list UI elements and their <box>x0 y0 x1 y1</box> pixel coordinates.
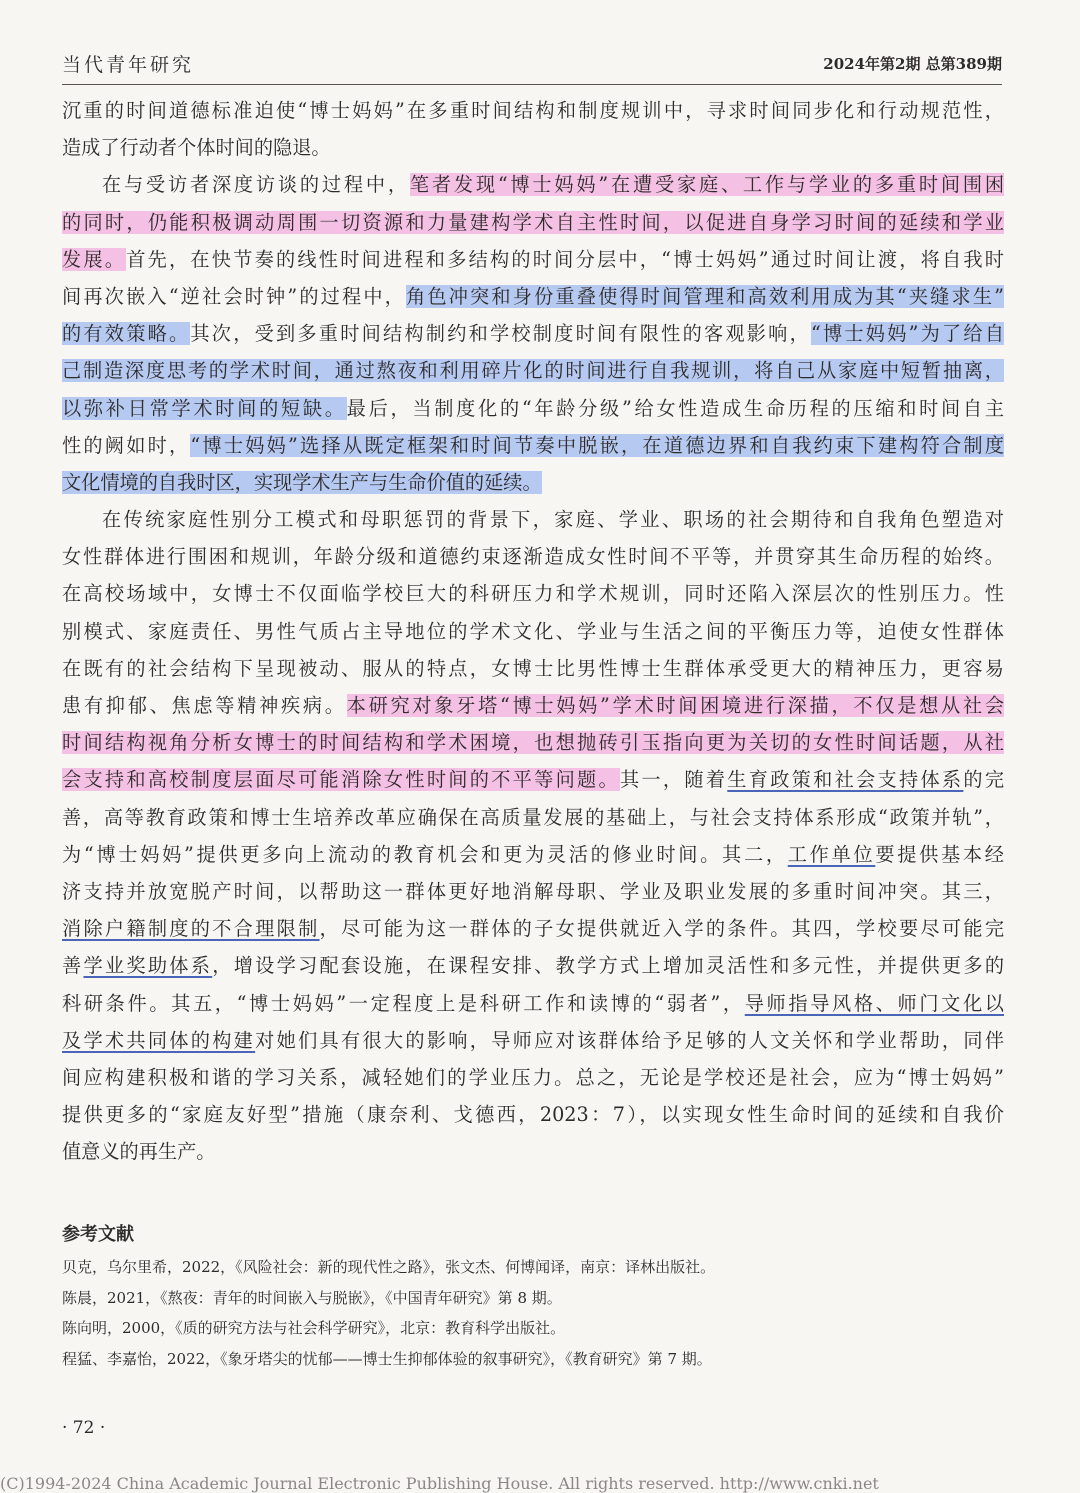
text-line <box>62 92 1004 129</box>
issue-number: 2024年第2期 总第389期 <box>823 55 1002 73</box>
text-line <box>62 390 1004 427</box>
text-run: 善 <box>62 954 84 978</box>
underlined-text: 工作单位 <box>787 842 876 866</box>
highlight-blue: “博士妈妈”选择从既定框架和时间节奏中脱嵌，在道德边界和自我约束下建构符合制度 <box>190 433 1005 457</box>
text-run: 其一，随着 <box>619 768 728 792</box>
text-run: 要提供基本经 <box>875 842 1004 866</box>
text-run: 提供更多的“家庭友好型”措施（康奈利、戈德西，2023：7），以实现女性生命时间的延续和自我价 <box>62 1103 1004 1127</box>
text-line <box>62 166 1004 203</box>
journal-title: 当代青年研究 <box>62 54 195 76</box>
text-line <box>62 241 1004 278</box>
page-header <box>62 48 1002 85</box>
text-run: 在既有的社会结构下呈现被动、服从的特点，女博士比男性博士生群体承受更大的精神压力，更容易 <box>62 656 1004 680</box>
text-run: 性的阙如时， <box>62 433 191 457</box>
references-section <box>62 1218 1004 1374</box>
underlined-text: 消除户籍制度的不合理限制 <box>62 917 320 941</box>
text-run: 对她们具有很大的影响，导师应对该群体给予足够的人文关怀和学业帮助，同伴 <box>255 1028 1005 1052</box>
reference-item: 陈晨，2021，《熬夜：青年的时间嵌入与脱嵌》，《中国青年研究》第 8 期。 <box>62 1288 562 1307</box>
highlight-pink: 时间结构视角分析女博士的时间结构和学术困境，也想抛砖引玉指向更为关切的女性时间话题，从社 <box>62 731 1004 755</box>
text-line <box>62 427 1004 464</box>
highlight-blue: “博士妈妈”为了给自 <box>810 322 1005 346</box>
text-line <box>62 724 1004 761</box>
text-line <box>62 687 1004 724</box>
text-run: 的完 <box>963 768 1005 792</box>
text-run: 造成了行动者个体时间的隐退。 <box>62 136 331 160</box>
text-line <box>62 352 1004 389</box>
text-line <box>62 910 1004 947</box>
text-line <box>62 873 1004 910</box>
text-line <box>62 650 1004 687</box>
text-run: ，尽可能为这一群体的子女提供就近入学的条件。其四，学校要尽可能完 <box>319 917 1005 941</box>
text-line <box>62 1096 1004 1133</box>
article-body <box>62 92 1004 1170</box>
text-line <box>62 947 1004 984</box>
text-run: 值意义的再生产。 <box>62 1140 216 1164</box>
text-run: 在传统家庭性别分工模式和母职惩罚的背景下，家庭、学业、职场的社会期待和自我角色塑造对 <box>102 508 1004 532</box>
text-run: 在与受访者深度访谈的过程中， <box>102 173 410 197</box>
copyright-footer: (C)1994-2024 China Academic Journal Electronic Publishing House. All rights reserved. http://www.cnki.net <box>0 1474 879 1493</box>
text-line <box>62 836 1004 873</box>
text-run: 沉重的时间道德标准迫使“博士妈妈”在多重时间结构和制度规训中，寻求时间同步化和行动规范性， <box>62 99 1004 122</box>
text-run: 间再次嵌入“逆社会时钟”的过程中， <box>62 284 407 308</box>
text-line <box>62 799 1004 836</box>
highlight-pink: 本研究对象牙塔“博士妈妈”学术时间困境进行深描，不仅是想从社会 <box>346 694 1005 717</box>
text-run: 科研条件。其五，“博士妈妈”一定程度上是科研工作和读博的“弱者”， <box>62 991 745 1015</box>
text-run: ，增设学习配套设施，在课程安排、教学方式上增加灵活性和多元性，并提供更多的 <box>212 954 1005 978</box>
reference-item: 陈向明，2000，《质的研究方法与社会科学研究》，北京：教育科学出版社。 <box>62 1319 566 1337</box>
text-line <box>62 315 1004 352</box>
highlight-blue: 己制造深度思考的学术时间，通过熬夜和利用碎片化的时间进行自我规训，将自己从家庭中短暂抽离， <box>62 359 1004 383</box>
text-run: 女性群体进行围困和规训，年龄分级和道德约束逐渐造成女性时间不平等，并贯穿其生命历程的始终。 <box>62 545 1004 569</box>
highlight-pink: 发展。 <box>62 247 127 271</box>
text-run: 最后，当制度化的“年龄分级”给女性造成生命历程的压缩和时间自主 <box>346 396 1005 420</box>
highlight-pink: 的同时，仍能积极调动周围一切资源和力量建构学术自主性时间，以促进自身学习时间的延续和学业 <box>62 210 1004 234</box>
text-run: 其次，受到多重时间结构制约和学校制度时间有限性的客观影响， <box>190 322 811 346</box>
text-run: 患有抑郁、焦虑等精神疾病。 <box>62 694 347 717</box>
text-run: 善，高等教育政策和博士生培养改革应确保在高质量发展的基础上，与社会支持体系形成“政策并轨”， <box>62 805 1004 829</box>
text-line <box>62 613 1004 650</box>
text-line <box>62 575 1004 612</box>
text-run: 别模式、家庭责任、男性气质占主导地位的学术文化、学业与生活之间的平衡压力等，迫使女性群体 <box>62 619 1004 643</box>
text-line <box>62 278 1004 315</box>
text-line <box>62 985 1004 1022</box>
reference-item: 贝克，乌尔里希，2022，《风险社会：新的现代性之路》，张文杰、何博闻译，南京：译林出版社。 <box>62 1258 716 1276</box>
references-title: 参考文献 <box>62 1224 134 1245</box>
highlight-pink: 会支持和高校制度层面尽可能消除女性时间的不平等问题。 <box>62 768 620 792</box>
text-line <box>62 464 1004 501</box>
text-line <box>62 1133 1004 1170</box>
text-line <box>62 129 1004 166</box>
text-line <box>62 501 1004 538</box>
underlined-text: 学业奖助体系 <box>83 954 213 978</box>
text-line <box>62 761 1004 798</box>
text-run: 济支持并放宽脱产时间，以帮助这一群体更好地消解母职、学业及职业发展的多重时间冲突。其三， <box>62 879 1004 903</box>
text-line <box>62 1059 1004 1096</box>
highlight-blue: 文化情境的自我时区，实现学术生产与生命价值的延续。 <box>62 470 542 494</box>
text-run: 为“博士妈妈”提供更多向上流动的教育机会和更为灵活的修业时间。其二， <box>62 842 788 866</box>
highlight-pink: 笔者发现“博士妈妈”在遭受家庭、工作与学业的多重时间围困 <box>409 173 1005 197</box>
text-line <box>62 1022 1004 1059</box>
highlight-blue: 以弥补日常学术时间的短缺。 <box>62 396 347 420</box>
reference-item: 程猛、李嘉怡，2022，《象牙塔尖的忧郁——博士生抑郁体验的叙事研究》，《教育研究》第 7 期。 <box>62 1349 712 1368</box>
text-run: 间应构建积极和谐的学习关系，减轻她们的学业压力。总之，无论是学校还是社会，应为“博士妈妈” <box>62 1065 1004 1089</box>
underlined-text: 及学术共同体的构建 <box>62 1028 256 1052</box>
text-run: 在高校场域中，女博士不仅面临学校巨大的科研压力和学术规训，同时还陷入深层次的性别压力。性 <box>62 582 1004 606</box>
text-run: 首先，在快节奏的线性时间进程和多结构的时间分层中，“博士妈妈”通过时间让渡，将自我时 <box>126 247 1004 271</box>
text-line <box>62 204 1004 241</box>
underlined-text: 导师指导风格、师门文化以 <box>744 991 1004 1015</box>
highlight-blue: 的有效策略。 <box>62 322 191 346</box>
text-line <box>62 538 1004 575</box>
highlight-blue: 角色冲突和身份重叠使得时间管理和高效利用成为其“夹缝求生” <box>406 284 1004 308</box>
underlined-text: 生育政策和社会支持体系 <box>727 768 964 792</box>
page-number: · 72 · <box>62 1418 106 1438</box>
